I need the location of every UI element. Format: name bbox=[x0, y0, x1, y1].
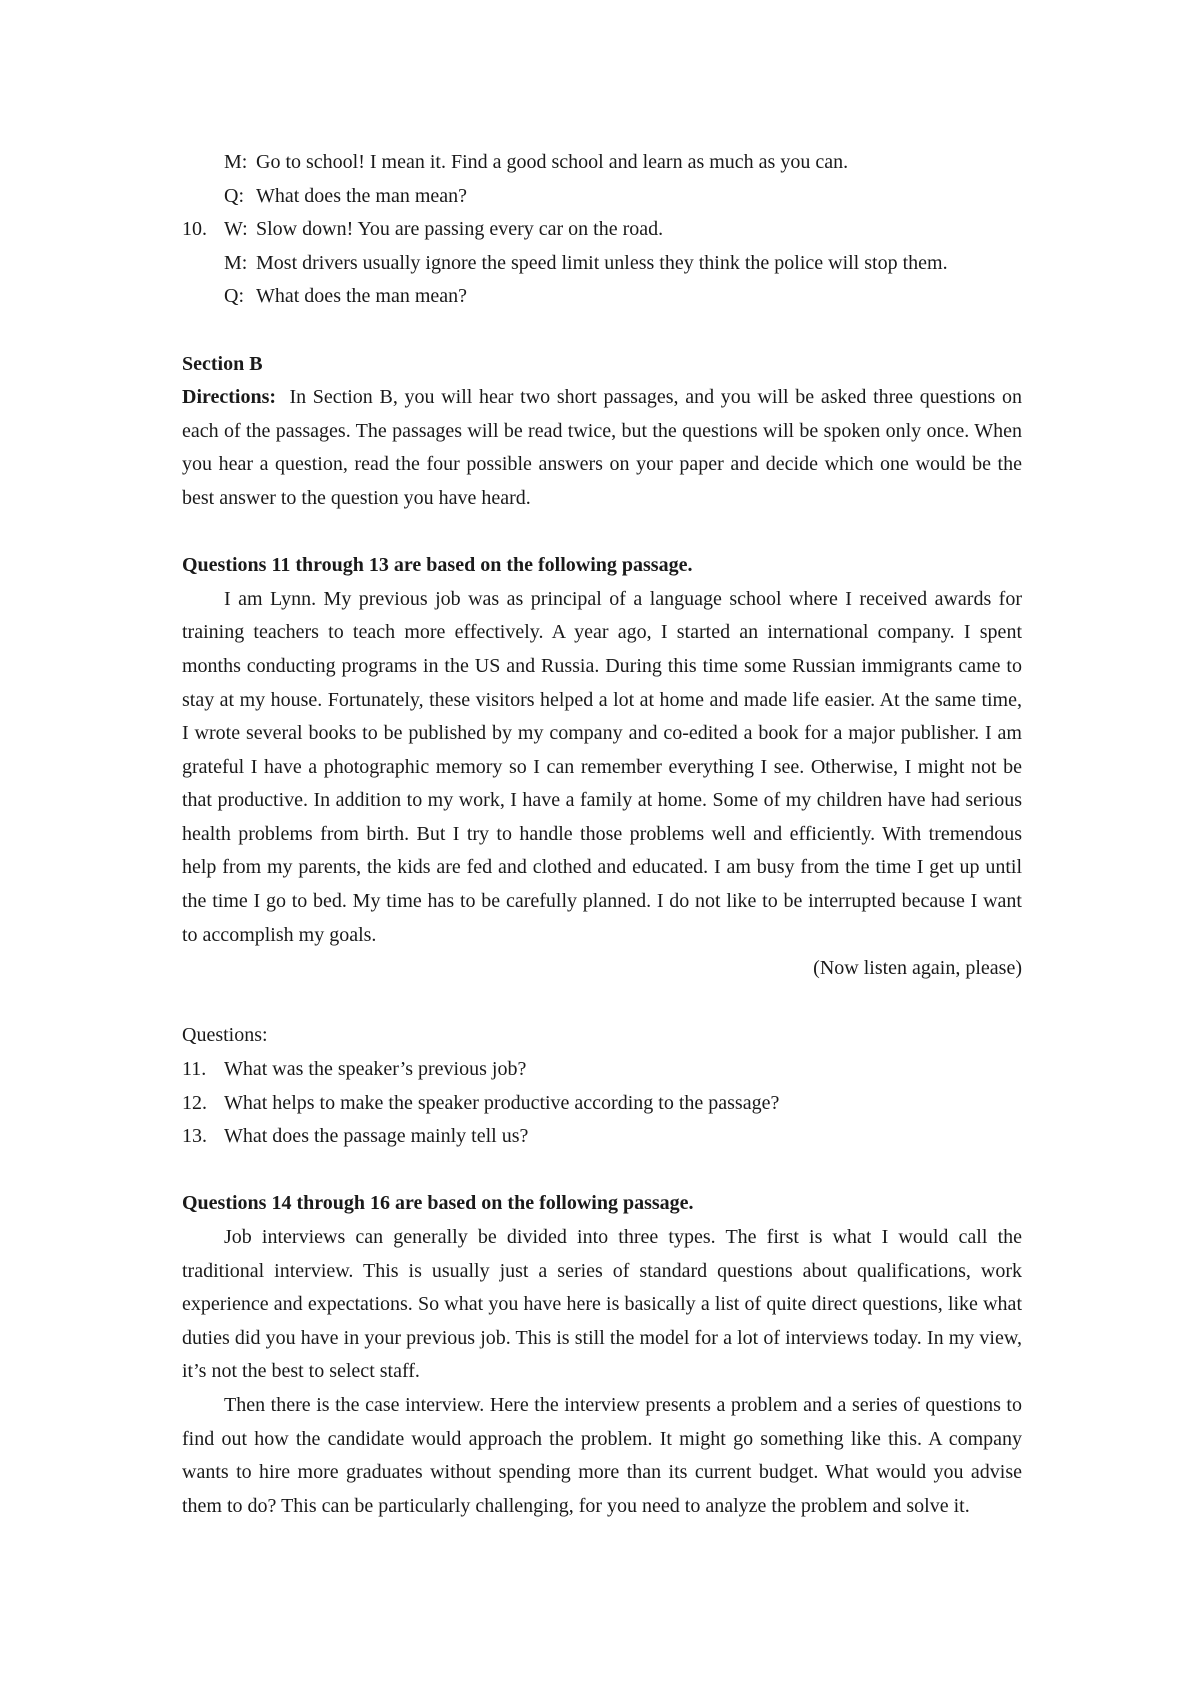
question-item bbox=[182, 1053, 1022, 1087]
dialogue-text: Slow down! You are passing every car on the road. bbox=[256, 218, 664, 241]
question-item bbox=[182, 1087, 1022, 1121]
question-text: What was the speaker’s previous job? bbox=[224, 1058, 527, 1081]
question-text: What does the passage mainly tell us? bbox=[224, 1125, 529, 1148]
dialogue-text: What does the man mean? bbox=[256, 184, 468, 207]
question-number bbox=[182, 247, 224, 281]
question-number bbox=[182, 146, 224, 180]
section-heading: Section B bbox=[182, 352, 263, 375]
dialogue-line bbox=[182, 213, 1022, 247]
spacer bbox=[182, 516, 1022, 550]
question-number: 13. bbox=[182, 1125, 207, 1148]
passage-paragraph: Job interviews can generally be divided into three types. The first is what I would call the traditional interview. This is usually just a series of standard questions about qualifications, work experience and expectations. So what you have here is basically a list of quite direct questions, like what duties did you have in your previous job. This is still the model for a lot of interviews today. In my view, it’s not the best to select staff. bbox=[182, 1226, 1022, 1383]
dialogue-text: Go to school! I mean it. Find a good school and learn as much as you can. bbox=[256, 151, 849, 173]
dialogue-text: Most drivers usually ignore the speed limit unless they think the police will stop them. bbox=[256, 251, 948, 274]
listen-again-note: (Now listen again, please) bbox=[813, 957, 1022, 980]
speaker-label: M: bbox=[224, 251, 248, 274]
dialogue-line bbox=[182, 180, 1022, 214]
directions-text: In Section B, you will hear two short passages, and you will be asked three questions on each of the passages. The passages will be read twice, but the questions will be spoken only once. When you hear a question, read the four possible answers on your paper and decide which one would be the best answer to the question you have heard. bbox=[182, 386, 1022, 509]
question-number bbox=[182, 180, 224, 214]
speaker-label: M: bbox=[224, 151, 248, 173]
passage-heading: Questions 14 through 16 are based on the following passage. bbox=[182, 1192, 694, 1215]
document-page bbox=[182, 146, 1022, 1523]
questions-label: Questions: bbox=[182, 1024, 268, 1047]
directions-paragraph bbox=[182, 381, 1022, 515]
speaker-label: Q: bbox=[224, 184, 244, 207]
dialogue-line bbox=[182, 280, 1022, 314]
spacer bbox=[182, 986, 1022, 1020]
spacer bbox=[182, 314, 1022, 348]
question-number bbox=[182, 280, 224, 314]
passage-paragraph: Then there is the case interview. Here the interview presents a problem and a series of questions to find out how the candidate would approach the problem. It might go something like this. A company wants to hire more graduates without spending more than its current budget. What would you advise them to do? This can be particularly challenging, for you need to analyze the problem and solve it. bbox=[182, 1393, 1022, 1517]
directions-label: Directions: bbox=[182, 386, 277, 409]
dialogue-line bbox=[182, 146, 1022, 180]
speaker-label: W: bbox=[224, 218, 248, 241]
question-number: 10. bbox=[182, 218, 207, 241]
question-number: 12. bbox=[182, 1091, 207, 1114]
dialogue-text: What does the man mean? bbox=[256, 285, 468, 308]
question-list bbox=[182, 1053, 1022, 1154]
dialogue-line bbox=[182, 247, 1022, 281]
passage-paragraph: I am Lynn. My previous job was as principal of a language school where I received awards for training teachers to teach more effectively. A year ago, I started an international company. I spent months conducting programs in the US and Russia. During this time some Russian immigrants came to stay at my house. Fortunately, these visitors helped a lot at home and made life easier. At the same time, I wrote several books to be published by my company and co-edited a book for a major publisher. I am grateful I have a photographic memory so I can remember everything I see. Otherwise, I might not be that productive. In addition to my work, I have a family at home. Some of my children have had serious health problems from birth. But I try to handle those problems well and efficiently. With tremendous help from my parents, the kids are fed and clothed and educated. I am busy from the time I get up until the time I go to bed. My time has to be carefully planned. I do not like to be interrupted because I want to accomplish my goals. bbox=[182, 587, 1022, 946]
spacer bbox=[182, 1154, 1022, 1188]
speaker-label: Q: bbox=[224, 285, 244, 308]
question-text: What helps to make the speaker productive according to the passage? bbox=[224, 1091, 780, 1114]
question-number: 11. bbox=[182, 1058, 207, 1081]
passage-heading: Questions 11 through 13 are based on the following passage. bbox=[182, 554, 693, 577]
question-item bbox=[182, 1120, 1022, 1154]
